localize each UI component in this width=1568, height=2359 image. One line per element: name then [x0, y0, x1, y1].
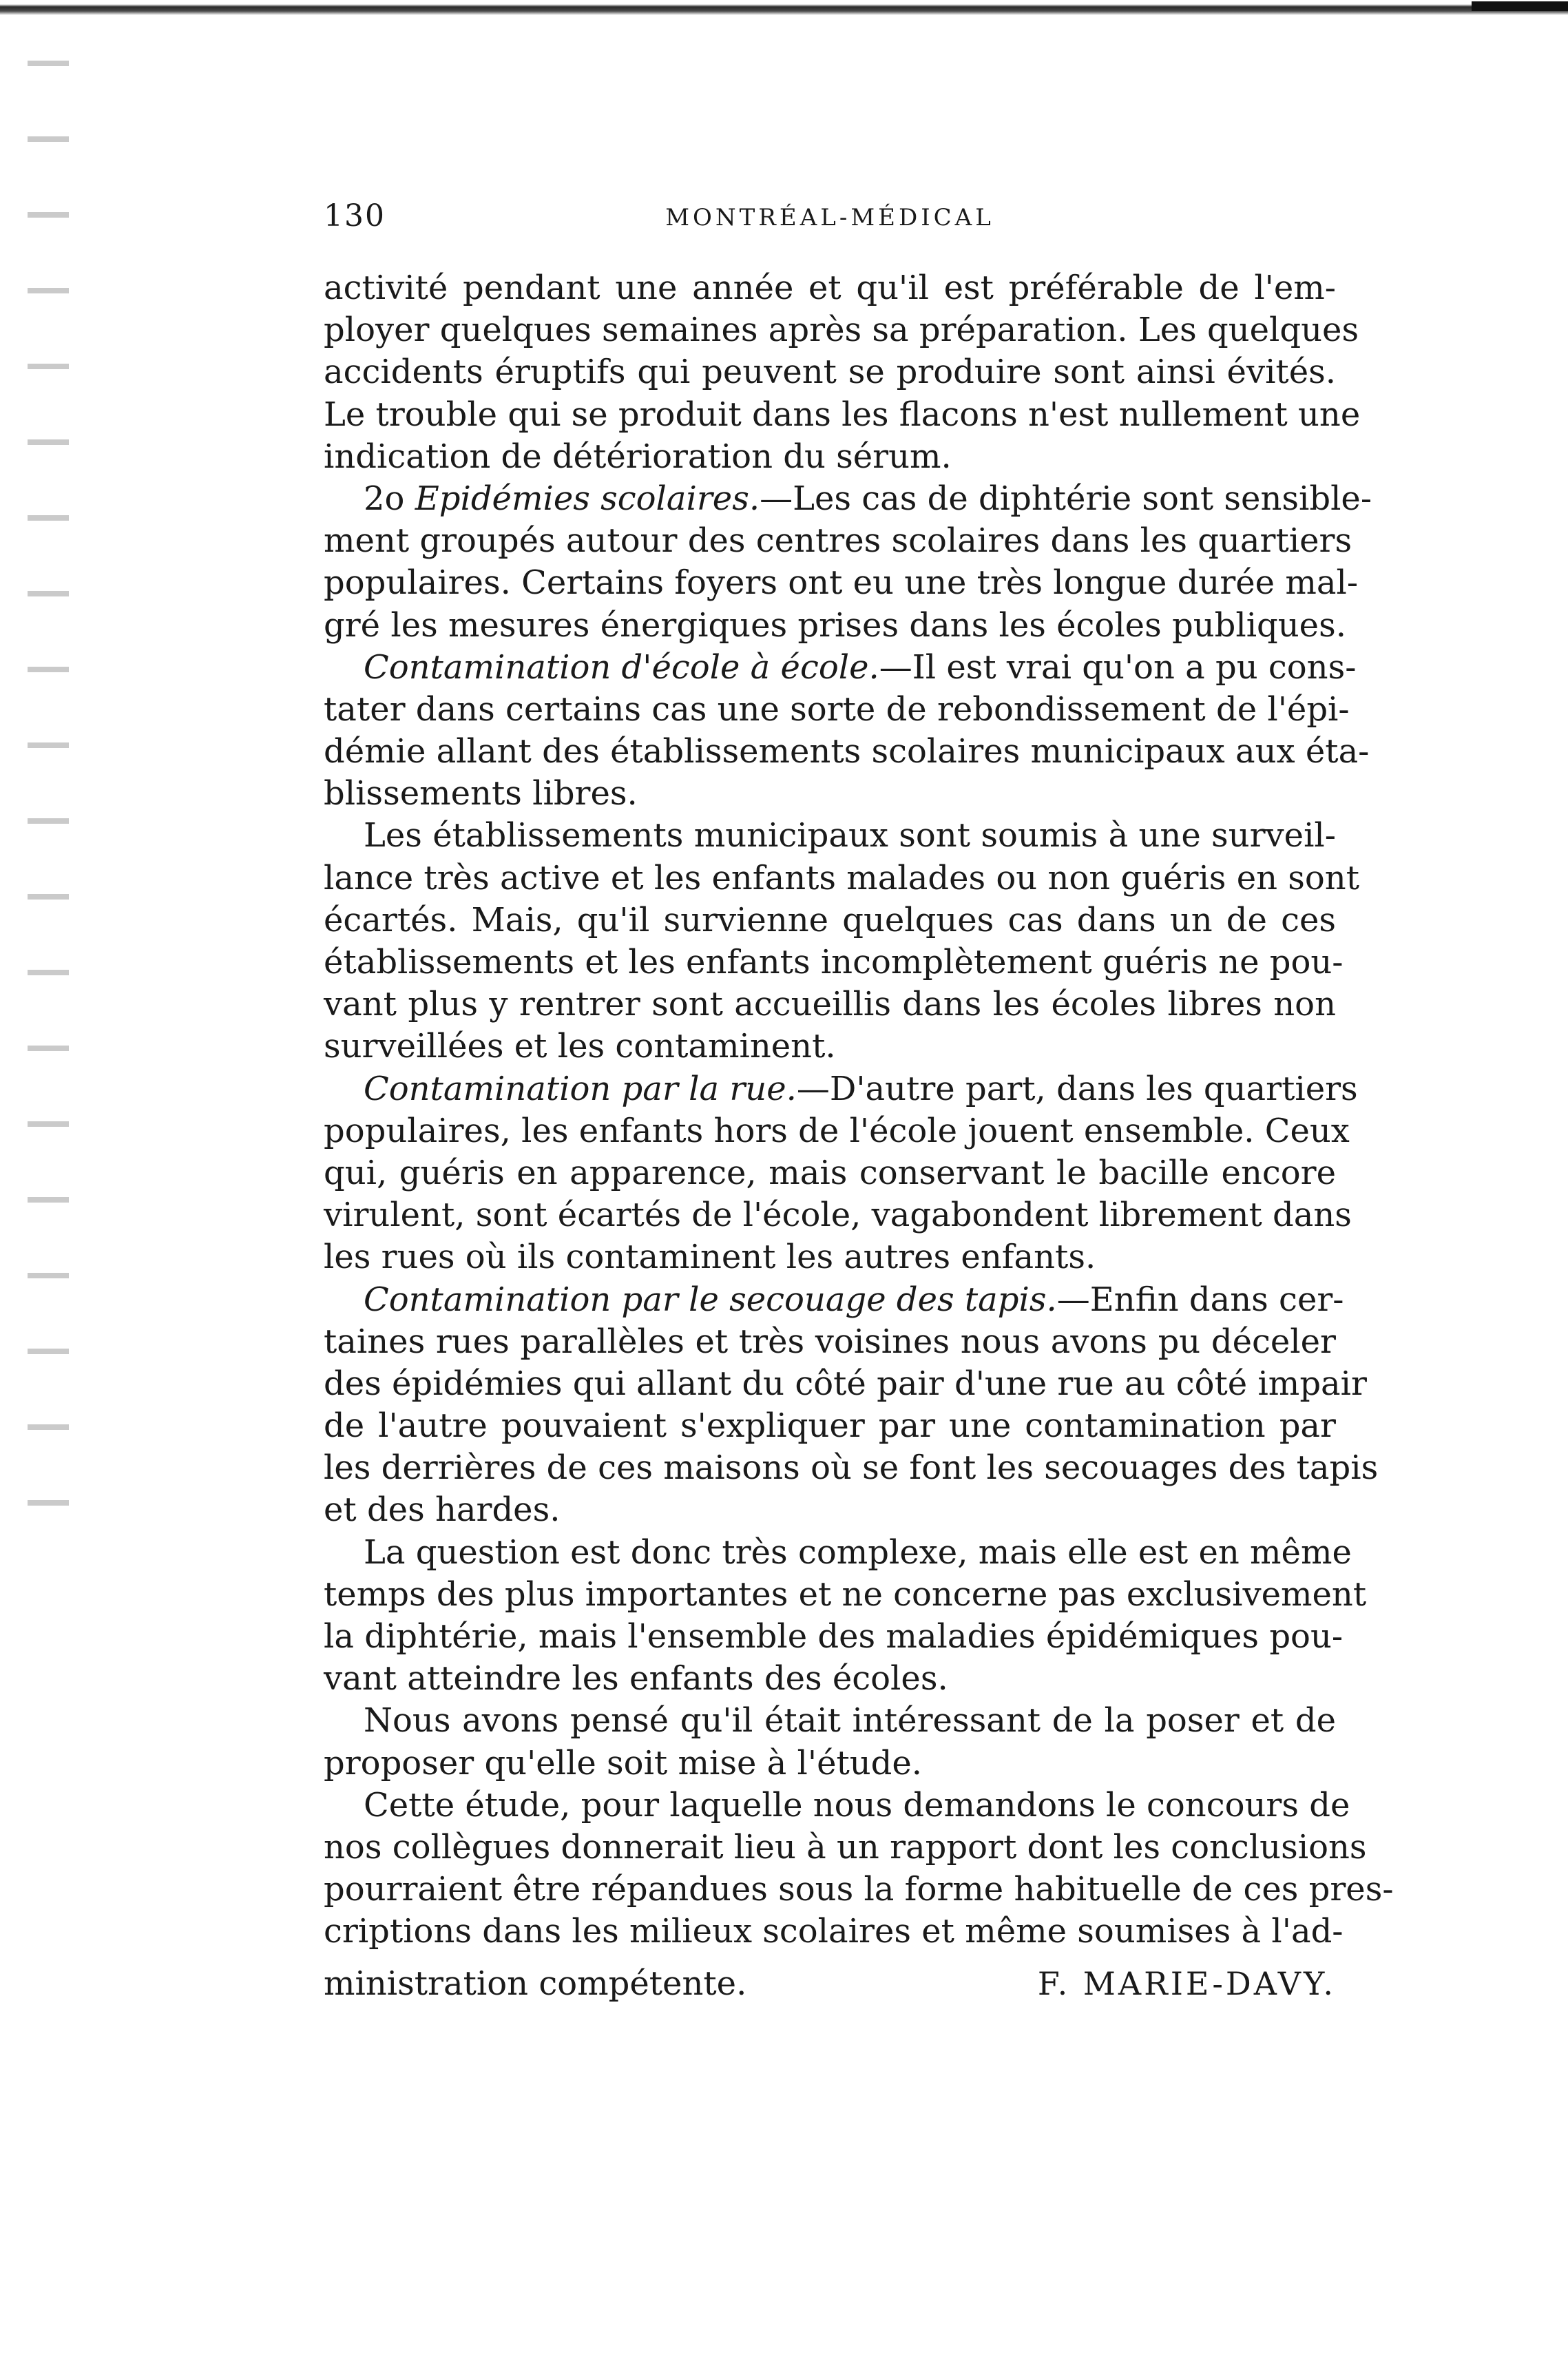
text-line: taines rues parallèles et très voisines nous avons pu déceler	[324, 1322, 1336, 1361]
text-run: —D'autre part, dans les quartiers	[796, 1069, 1358, 1108]
section-number: 2o	[364, 479, 415, 518]
text-run: —Il est vrai qu'on a pu cons-	[879, 647, 1357, 687]
text-line: La question est donc très complexe, mais elle est en même	[364, 1532, 1352, 1572]
text-line: et des hardes.	[324, 1490, 561, 1530]
text-line: les derrières de ces maisons où se font les secouages des tapis	[324, 1448, 1379, 1488]
page-header	[324, 198, 1336, 253]
text-run: —Les cas de diphtérie sont sensible-	[760, 479, 1372, 518]
text-line: nos collègues donnerait lieu à un rapport dont les conclusions	[324, 1827, 1367, 1867]
text-run: —Enfin dans cer-	[1056, 1280, 1344, 1319]
text-line: surveillées et les contaminent.	[324, 1027, 836, 1066]
text-line: virulent, sont écartés de l'école, vagabondent librement dans	[324, 1196, 1352, 1235]
body-text	[324, 267, 1394, 2003]
text-line: écartés. Mais, qu'il survienne quelques cas dans un de ces	[324, 900, 1336, 939]
closing-line	[324, 1953, 1336, 2003]
text-line: la diphtérie, mais l'ensemble des maladies épidémiques pou-	[324, 1617, 1344, 1656]
text-line: blissements libres.	[324, 774, 638, 813]
author-signature: F. MARIE-DAVY.	[1037, 1964, 1336, 2002]
text-line: pourraient être répandues sous la forme habituelle de ces pres-	[324, 1870, 1394, 1909]
text-line: les rues où ils contaminent les autres enfants.	[324, 1238, 1096, 1277]
text-line: indication de détérioration du sérum.	[324, 437, 952, 476]
text-line: criptions dans les milieux scolaires et même soumises à l'ad-	[324, 1912, 1344, 1951]
text-line: vant atteindre les enfants des écoles.	[324, 1659, 948, 1698]
text-line: lance très active et les enfants malades ou non guéris en sont	[324, 858, 1360, 897]
paragraph-contamination-tapis	[324, 1279, 1344, 1321]
text-line: Nous avons pensé qu'il était intéressant de la poser et de	[364, 1701, 1336, 1740]
section-heading: Contamination par le secouage des tapis.	[364, 1280, 1057, 1319]
text-line: proposer qu'elle soit mise à l'étude.	[324, 1743, 923, 1783]
text-line: démie allant des établissements scolaires municipaux aux éta-	[324, 732, 1370, 771]
scan-left-edge	[28, 28, 69, 1543]
section-heading: Contamination par la rue.	[364, 1069, 797, 1108]
text-line: populaires, les enfants hors de l'école jouent ensemble. Ceux	[324, 1111, 1350, 1150]
text-line: Le trouble qui se produit dans les flacons n'est nullement une	[324, 395, 1361, 434]
text-line: établissements et les enfants incomplètement guéris ne pou-	[324, 943, 1344, 981]
text-line: populaires. Certains foyers ont eu une très longue durée mal-	[324, 563, 1359, 603]
text-line: vant plus y rentrer sont accueillis dans les écoles libres non	[324, 985, 1336, 1024]
page-number: 130	[324, 198, 386, 233]
text-line: activité pendant une année et qu'il est préférable de l'em-	[324, 269, 1336, 307]
text-line: ployer quelques semaines après sa préparation. Les quelques	[324, 311, 1359, 350]
text-line: de l'autre pouvaient s'expliquer par une contamination par	[324, 1406, 1336, 1446]
text-line: des épidémies qui allant du côté pair d'une rue au côté impair	[324, 1364, 1367, 1403]
text-line: ment groupés autour des centres scolaires dans les quartiers	[324, 521, 1352, 561]
paragraph-epidemies-scolaires	[324, 478, 1372, 520]
text-line: temps des plus importantes et ne concerne pas exclusivement	[324, 1575, 1367, 1614]
text-line: qui, guéris en apparence, mais conservant le bacille encore	[324, 1153, 1336, 1192]
text-line: Cette étude, pour laquelle nous demandons le concours de	[364, 1785, 1350, 1825]
text-line: Les établissements municipaux sont soumis à une surveil-	[364, 816, 1336, 855]
text-line: accidents éruptifs qui peuvent se produire sont ainsi évités.	[324, 353, 1336, 392]
paragraph-contamination-rue	[324, 1068, 1358, 1110]
text-line: gré les mesures énergiques prises dans les écoles publiques.	[324, 605, 1346, 645]
text-line: tater dans certains cas une sorte de rebondissement de l'épi-	[324, 689, 1350, 729]
paragraph-contamination-ecole	[324, 647, 1357, 689]
section-heading: Contamination d'école à école.	[364, 647, 879, 687]
text-line: ministration compétente.	[324, 1964, 747, 2003]
scan-top-border	[0, 0, 1568, 15]
section-heading: Epidémies scolaires.	[415, 479, 760, 518]
running-head: MONTRÉAL-MÉDICAL	[665, 204, 994, 231]
